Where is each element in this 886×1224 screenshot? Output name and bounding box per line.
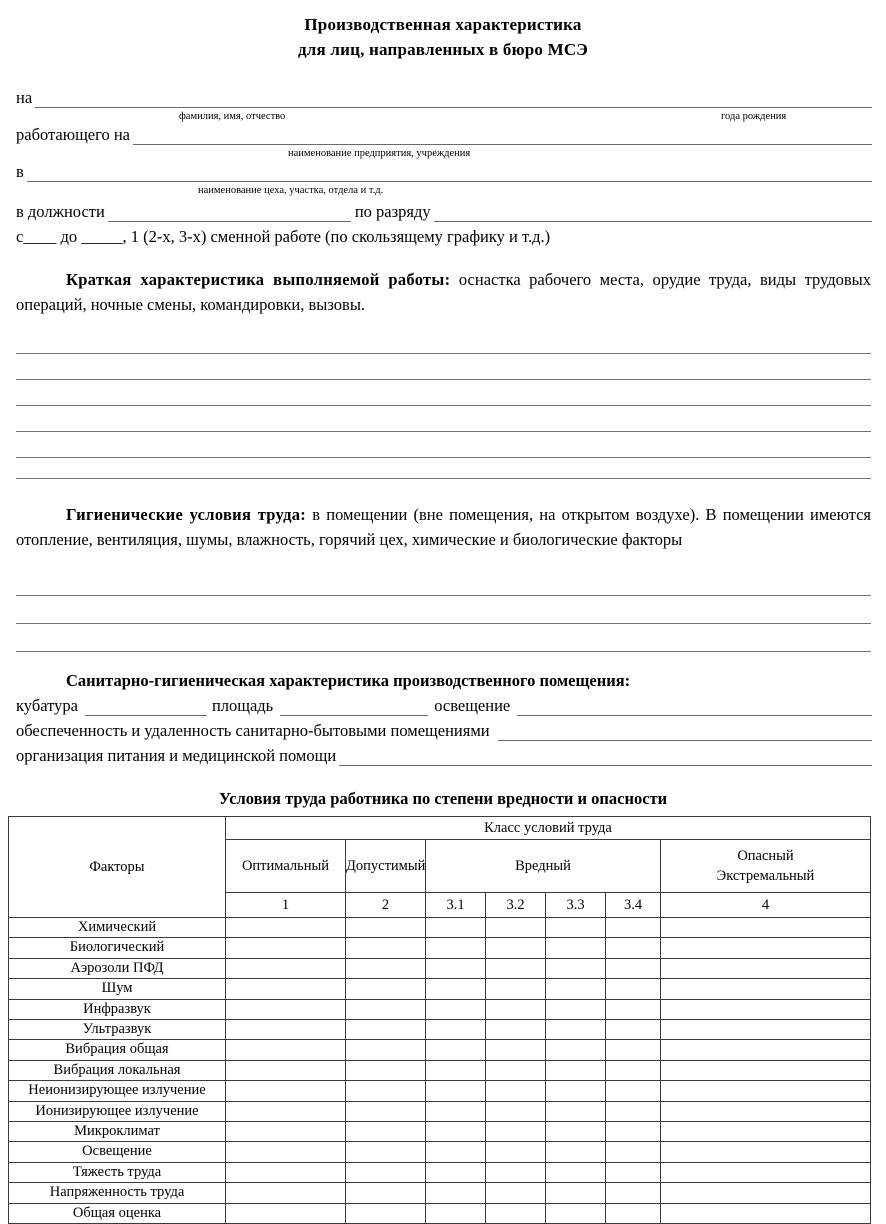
factor-class-cell[interactable]	[661, 1162, 871, 1182]
blank-line[interactable]	[16, 432, 871, 458]
sanitary-section	[0, 696, 886, 766]
factor-class-cell[interactable]	[606, 958, 661, 978]
lighting-input[interactable]	[517, 700, 872, 716]
factor-class-cell[interactable]	[486, 1203, 546, 1223]
factor-class-cell[interactable]	[346, 1162, 426, 1182]
factor-class-cell[interactable]	[606, 1203, 661, 1223]
factor-label: Аэрозоли ПФД	[9, 958, 226, 978]
on-label: на	[16, 88, 33, 107]
factor-class-cell[interactable]	[661, 1183, 871, 1203]
factor-class-cell[interactable]	[346, 938, 426, 958]
factor-class-cell[interactable]	[426, 1060, 486, 1080]
class-dangerous-header	[661, 840, 871, 893]
factor-class-cell[interactable]	[546, 1081, 606, 1101]
factor-class-cell[interactable]	[546, 1122, 606, 1142]
work-summary-text: оснастка рабочего места, орудие труда, виды трудовых операций, ночные смены, командировки, вызовы.	[16, 270, 871, 314]
factor-class-cell[interactable]	[486, 958, 546, 978]
table-row	[9, 999, 871, 1019]
factor-class-cell[interactable]	[546, 938, 606, 958]
position-field-row	[16, 199, 872, 222]
volume-input[interactable]	[85, 700, 207, 716]
factor-class-cell[interactable]	[661, 1203, 871, 1223]
factor-label: Микроклимат	[9, 1122, 226, 1142]
factor-class-cell[interactable]	[661, 999, 871, 1019]
factor-label: Вибрация общая	[9, 1040, 226, 1060]
factor-class-cell[interactable]	[426, 999, 486, 1019]
table-row	[9, 1040, 871, 1060]
factor-class-cell[interactable]	[226, 999, 346, 1019]
factor-class-cell[interactable]	[606, 1162, 661, 1182]
factor-class-cell[interactable]	[346, 958, 426, 978]
factor-class-cell[interactable]	[661, 1060, 871, 1080]
hygiene-heading: Гигиенические условия труда:	[66, 505, 307, 524]
sanitary-heading: Санитарно-гигиеническая характеристика производственного помещения:	[66, 671, 631, 690]
blank-line[interactable]	[16, 596, 871, 624]
enterprise-captions	[16, 145, 872, 162]
blank-line[interactable]	[16, 458, 871, 479]
shop-input[interactable]	[27, 166, 872, 182]
identity-section	[0, 88, 886, 249]
factor-class-cell[interactable]	[606, 1122, 661, 1142]
factor-class-cell[interactable]	[426, 979, 486, 999]
blank-line[interactable]	[16, 380, 871, 406]
factor-class-cell[interactable]	[486, 918, 546, 938]
class-number-cell: 1	[226, 893, 346, 918]
hygiene-blank-lines	[0, 568, 886, 652]
factor-class-cell[interactable]	[486, 1101, 546, 1121]
work-summary-blank-lines	[0, 328, 886, 479]
table-row	[9, 1020, 871, 1040]
amenities-label: обеспеченность и удаленность санитарно-бытовыми помещениями	[16, 721, 490, 740]
factor-class-cell[interactable]	[546, 1060, 606, 1080]
class-number-cell: 2	[346, 893, 426, 918]
class-number-cell: 3.4	[606, 893, 661, 918]
work-summary-paragraph	[0, 267, 886, 317]
blank-line[interactable]	[16, 624, 871, 652]
factor-class-cell[interactable]	[606, 1101, 661, 1121]
factor-class-cell[interactable]	[606, 1081, 661, 1101]
amenities-input[interactable]	[498, 725, 872, 741]
table-row	[9, 1060, 871, 1080]
factor-class-cell[interactable]	[346, 1203, 426, 1223]
document-title-line1: Производственная характеристика	[304, 15, 582, 34]
class-harmful-header: Вредный	[426, 840, 661, 893]
grade-input[interactable]	[434, 206, 872, 222]
enterprise-field-row	[16, 125, 872, 145]
class-dangerous-line2: Экстремальный	[716, 868, 815, 884]
conditions-table-head	[9, 817, 871, 918]
volume-area-lighting-row	[16, 696, 872, 716]
working-at-label: работающего на	[16, 125, 130, 144]
factor-class-cell[interactable]	[426, 1183, 486, 1203]
factor-class-cell[interactable]	[426, 938, 486, 958]
factor-class-cell[interactable]	[226, 1183, 346, 1203]
factor-class-cell[interactable]	[606, 1060, 661, 1080]
enterprise-input[interactable]	[133, 129, 872, 145]
factor-label: Неионизирующее излучение	[9, 1081, 226, 1101]
table-row	[9, 1183, 871, 1203]
birth-year-caption: года рождения	[721, 111, 787, 122]
factor-class-cell[interactable]	[426, 1020, 486, 1040]
factor-label: Ультразвук	[9, 1020, 226, 1040]
table-row	[9, 979, 871, 999]
factor-class-cell[interactable]	[346, 1081, 426, 1101]
shop-field-row	[16, 162, 872, 182]
factor-class-cell[interactable]	[426, 1203, 486, 1223]
table-row	[9, 1162, 871, 1182]
fio-caption: фамилия, имя, отчество	[179, 111, 286, 122]
blank-line[interactable]	[16, 354, 871, 380]
factor-class-cell[interactable]	[346, 1142, 426, 1162]
class-number-cell: 3.2	[486, 893, 546, 918]
factor-label: Ионизирующее излучение	[9, 1101, 226, 1121]
in-label: в	[16, 162, 24, 181]
factor-class-cell[interactable]	[661, 958, 871, 978]
class-number-cell: 3.1	[426, 893, 486, 918]
position-label: в должности	[16, 202, 105, 221]
factor-class-cell[interactable]	[606, 918, 661, 938]
factor-class-cell[interactable]	[346, 1101, 426, 1121]
table-header-row-group	[9, 817, 871, 840]
factor-class-cell[interactable]	[486, 1060, 546, 1080]
factor-class-cell[interactable]	[546, 1101, 606, 1121]
area-label: площадь	[211, 696, 274, 715]
factor-label: Напряженность труда	[9, 1183, 226, 1203]
factor-label: Освещение	[9, 1142, 226, 1162]
table-row	[9, 958, 871, 978]
factor-class-cell[interactable]	[606, 1020, 661, 1040]
volume-label: кубатура	[16, 696, 78, 715]
class-permissible-header: Допустимый	[346, 840, 426, 893]
factor-class-cell[interactable]	[486, 1162, 546, 1182]
factor-class-cell[interactable]	[426, 918, 486, 938]
factor-class-cell[interactable]	[661, 1142, 871, 1162]
factor-class-cell[interactable]	[606, 1040, 661, 1060]
blank-line[interactable]	[16, 568, 871, 596]
class-group-header: Класс условий труда	[226, 817, 871, 840]
factor-class-cell[interactable]	[426, 1101, 486, 1121]
factor-class-cell[interactable]	[546, 979, 606, 999]
factor-class-cell[interactable]	[606, 1183, 661, 1203]
document-title-line2: для лиц, направленных в бюро МСЭ	[297, 40, 589, 59]
amenities-row	[16, 721, 872, 741]
factor-class-cell[interactable]	[426, 1122, 486, 1142]
factor-class-cell[interactable]	[546, 999, 606, 1019]
factor-label: Общая оценка	[9, 1203, 226, 1223]
area-input[interactable]	[280, 700, 428, 716]
factor-class-cell[interactable]	[661, 1020, 871, 1040]
factor-class-cell[interactable]	[346, 918, 426, 938]
factor-label: Вибрация локальная	[9, 1060, 226, 1080]
position-input[interactable]	[108, 206, 351, 222]
factor-class-cell[interactable]	[546, 1162, 606, 1182]
factor-class-cell[interactable]	[661, 1040, 871, 1060]
factor-class-cell[interactable]	[346, 979, 426, 999]
full-name-field-row	[16, 88, 872, 108]
factor-label: Биологический	[9, 938, 226, 958]
factor-class-cell[interactable]	[226, 1203, 346, 1223]
factor-class-cell[interactable]	[546, 1203, 606, 1223]
class-number-cell: 3.3	[546, 893, 606, 918]
factor-class-cell[interactable]	[226, 1162, 346, 1182]
full-name-captions	[16, 108, 872, 125]
factor-class-cell[interactable]	[546, 958, 606, 978]
hygiene-paragraph	[0, 502, 886, 552]
catering-label: организация питания и медицинской помощи	[16, 746, 337, 765]
blank-line[interactable]	[16, 406, 871, 432]
factor-class-cell[interactable]	[486, 979, 546, 999]
factor-class-cell[interactable]	[486, 999, 546, 1019]
enterprise-caption: наименование предприятия, учреждения	[288, 148, 471, 159]
factor-class-cell[interactable]	[346, 1060, 426, 1080]
factor-class-cell[interactable]	[226, 958, 346, 978]
factor-class-cell[interactable]	[546, 1142, 606, 1162]
blank-line[interactable]	[16, 328, 871, 354]
factor-class-cell[interactable]	[546, 1020, 606, 1040]
table-row	[9, 1203, 871, 1223]
factor-class-cell[interactable]	[226, 1040, 346, 1060]
conditions-table-body	[9, 918, 871, 1224]
factor-class-cell[interactable]	[486, 1183, 546, 1203]
factor-class-cell[interactable]	[226, 918, 346, 938]
factor-class-cell[interactable]	[546, 1040, 606, 1060]
full-name-input[interactable]	[35, 92, 872, 108]
factor-class-cell[interactable]	[426, 1081, 486, 1101]
work-summary-heading: Краткая характеристика выполняемой работы:	[66, 270, 451, 289]
factor-class-cell[interactable]	[346, 1020, 426, 1040]
factor-class-cell[interactable]	[226, 1060, 346, 1080]
factor-class-cell[interactable]	[606, 999, 661, 1019]
table-row	[9, 938, 871, 958]
table-row	[9, 1142, 871, 1162]
factor-class-cell[interactable]	[226, 1122, 346, 1142]
factor-class-cell[interactable]	[546, 918, 606, 938]
factor-class-cell[interactable]	[661, 938, 871, 958]
factor-class-cell[interactable]	[486, 1040, 546, 1060]
hygiene-text: в помещении (вне помещения, на открытом воздухе). В помещении имеются отопление, вентиляция, шумы, влажность, горячий цех, химические и биологические факторы	[16, 505, 871, 549]
conditions-table-wrapper	[0, 816, 886, 1224]
factor-class-cell[interactable]	[661, 1101, 871, 1121]
factor-class-cell[interactable]	[606, 1142, 661, 1162]
catering-input[interactable]	[339, 750, 872, 766]
factor-class-cell[interactable]	[486, 1081, 546, 1101]
table-row	[9, 1101, 871, 1121]
factor-class-cell[interactable]	[426, 958, 486, 978]
factor-class-cell[interactable]	[661, 979, 871, 999]
factor-class-cell[interactable]	[226, 1101, 346, 1121]
factor-class-cell[interactable]	[661, 918, 871, 938]
class-optimal-header: Оптимальный	[226, 840, 346, 893]
factor-label: Шум	[9, 979, 226, 999]
factor-class-cell[interactable]	[661, 1122, 871, 1142]
table-row	[9, 1122, 871, 1142]
factors-column-header: Факторы	[9, 817, 226, 918]
conditions-table	[8, 816, 871, 1224]
factor-class-cell[interactable]	[426, 1040, 486, 1060]
factor-class-cell[interactable]	[486, 1122, 546, 1142]
class-dangerous-line1: Опасный	[737, 848, 794, 864]
table-row	[9, 918, 871, 938]
factor-label: Инфразвук	[9, 999, 226, 1019]
factor-class-cell[interactable]	[346, 1040, 426, 1060]
grade-label: по разряду	[354, 202, 431, 221]
factor-class-cell[interactable]	[226, 938, 346, 958]
factor-class-cell[interactable]	[346, 1183, 426, 1203]
factor-class-cell[interactable]	[661, 1081, 871, 1101]
factor-class-cell[interactable]	[226, 1081, 346, 1101]
factor-class-cell[interactable]	[606, 979, 661, 999]
factor-class-cell[interactable]	[346, 999, 426, 1019]
factor-class-cell[interactable]	[486, 938, 546, 958]
factor-label: Химический	[9, 918, 226, 938]
factor-class-cell[interactable]	[346, 1122, 426, 1142]
factor-class-cell[interactable]	[226, 1020, 346, 1040]
conditions-table-heading: Условия труда работника по степени вредности и опасности	[218, 789, 668, 808]
factor-class-cell[interactable]	[426, 1142, 486, 1162]
table-row	[9, 1081, 871, 1101]
factor-class-cell[interactable]	[546, 1183, 606, 1203]
factor-class-cell[interactable]	[226, 979, 346, 999]
class-number-cell: 4	[661, 893, 871, 918]
shop-captions	[16, 182, 872, 199]
shift-work-line: с____ до _____, 1 (2-х, 3-х) сменной работе (по скользящему графику и т.д.)	[16, 227, 551, 246]
lighting-label: освещение	[434, 696, 511, 715]
factor-class-cell[interactable]	[486, 1020, 546, 1040]
factor-class-cell[interactable]	[486, 1142, 546, 1162]
shop-caption: наименование цеха, участка, отдела и т.д.	[198, 185, 384, 196]
factor-class-cell[interactable]	[226, 1142, 346, 1162]
factor-class-cell[interactable]	[606, 938, 661, 958]
factor-label: Тяжесть труда	[9, 1162, 226, 1182]
catering-row	[16, 746, 872, 766]
factor-class-cell[interactable]	[426, 1162, 486, 1182]
